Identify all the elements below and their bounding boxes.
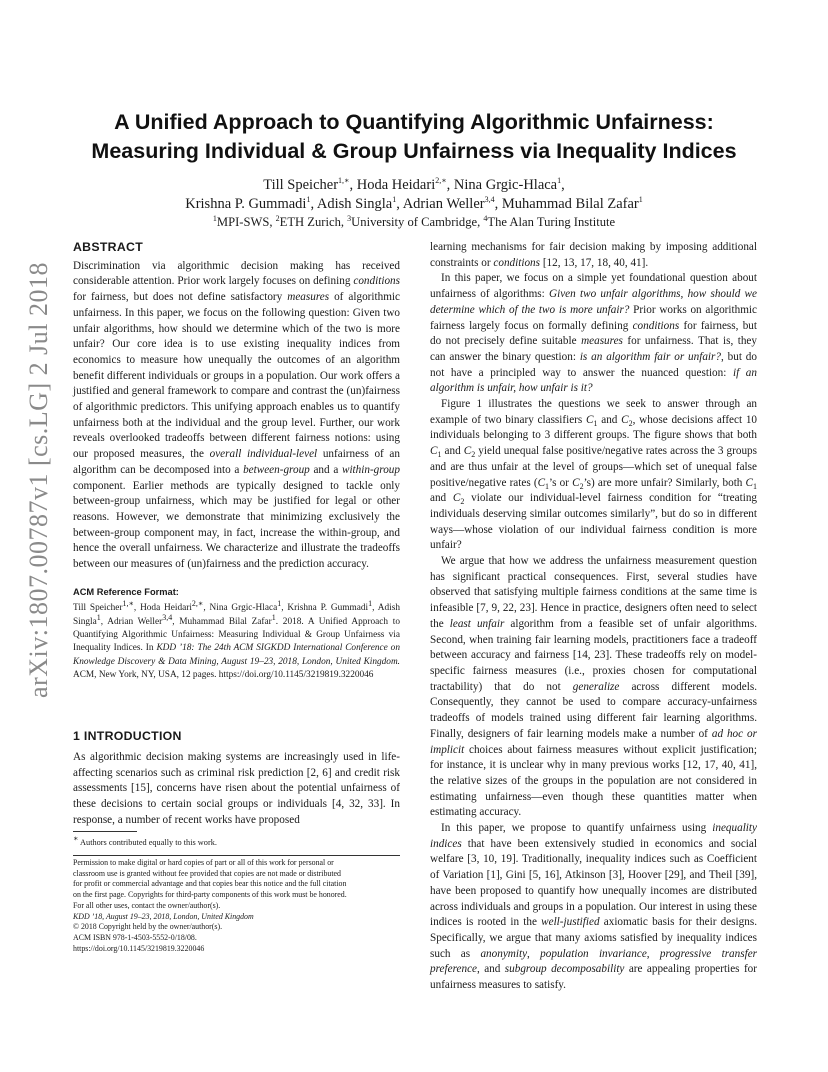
affiliations bbox=[70, 214, 758, 230]
text-run: across different models. Consequently, they cannot be used to compare accuracy-unfairness tradeoffs of models trained using different fair learning algorithms. Finally, designers of fair learning models make a number of bbox=[430, 680, 757, 740]
math-var: C bbox=[745, 476, 754, 489]
text-run: for fairness, but do not precisely define suitable bbox=[430, 319, 758, 348]
author-sep: , bbox=[349, 177, 357, 193]
math-sub: 1 bbox=[593, 418, 598, 428]
title-line-2: Measuring Individual & Group Unfairness via Inequality Indices bbox=[91, 139, 737, 163]
author-mark: 2,∗ bbox=[435, 176, 447, 186]
ref-run: ACM, New York, NY, USA, 12 pages. https://doi.org/10.1145/3219819.3220046 bbox=[73, 669, 374, 680]
emphasis: Given two unfair algorithms, how should we determine which of the two is more unfair? bbox=[430, 288, 757, 316]
text-run: [12, 13, 17, 18, 40, 41]. bbox=[540, 256, 649, 269]
author-sep: , bbox=[446, 177, 454, 193]
text-run: and bbox=[597, 413, 622, 426]
author-line-1 bbox=[70, 176, 758, 195]
emphasis: if an algorithm is unfair, how unfair is it? bbox=[430, 366, 757, 395]
author-name: Adrian Weller bbox=[402, 196, 485, 212]
author-name: Till Speicher bbox=[263, 177, 339, 193]
abstract-text bbox=[73, 259, 400, 573]
intro-paragraph-3 bbox=[430, 554, 757, 821]
text-run: In this paper, we focus on a simple yet foundational question about unfairness of algorithms: bbox=[430, 272, 757, 301]
text-run: axiomatic basis for their designs. Specifically, we argue that many axioms satisfied by inequality indices such as bbox=[430, 916, 757, 960]
author-mark: 1,∗ bbox=[338, 176, 350, 186]
affil-mark: 3 bbox=[347, 213, 352, 223]
math-var: C bbox=[586, 413, 594, 426]
author-name: Nina Grgic-Hlaca bbox=[453, 177, 558, 193]
author-mark: 1 bbox=[306, 195, 311, 205]
arxiv-stamp-text: arXiv:1807.00787v1 [cs.LG] 2 Jul 2018 bbox=[23, 262, 53, 698]
abstract-run: unfairness of an algorithm can be decomposed into a bbox=[73, 448, 400, 476]
permission-notice bbox=[73, 858, 400, 954]
emphasis: well-justified bbox=[541, 916, 600, 929]
permission-line: on the first page. Copyrights for third-party components of this work must be honored. bbox=[73, 890, 347, 900]
text-run: We argue that how we address the unfairness measurement question has significant practical consequences. First, several studies have observed that satisfying multiple fairness conditions at the same time is infeasible [7, 9, 22, 23]. Hence in practice, designers often need to select the bbox=[430, 555, 757, 630]
text-run: yield unequal false positive/negative rates across the 3 groups and are thus unfair at the level of groups—which set of unequal false positive/negative rates ( bbox=[430, 445, 757, 489]
footnote bbox=[73, 834, 400, 848]
math-var: C bbox=[537, 476, 546, 489]
emphasis: generalize bbox=[572, 680, 620, 693]
paper-title bbox=[70, 108, 758, 166]
emphasis: subgroup decomposability bbox=[504, 963, 625, 976]
emphasis: is an algorithm fair or unfair? bbox=[579, 350, 721, 363]
ref-mark: 1 bbox=[368, 599, 373, 609]
math-var: C bbox=[572, 476, 580, 489]
author-list bbox=[70, 176, 758, 214]
acm-reference-heading: ACM Reference Format: bbox=[73, 586, 179, 597]
affil-name: The Alan Turing Institute bbox=[487, 215, 616, 229]
text-run: ’s or bbox=[549, 476, 573, 489]
abstract-emphasis: within-group bbox=[341, 463, 400, 476]
author-name: Muhammad Bilal Zafar bbox=[501, 196, 639, 212]
text-run: and bbox=[441, 445, 464, 458]
abstract-run: for fairness, but does not define satisfactory bbox=[73, 291, 288, 304]
math-sub: 1 bbox=[437, 450, 442, 460]
text-run: that have been extensively studied in economics and social welfare [3, 10, 19]. Traditionally, inequality indices such as Coefficient of Variation [1], Gini [5, 16], Atkinson [3], Hoover [29], and Theil [39], have been proposed to quantify how unequally incomes are distributed across individuals and groups in a population. Our interest in using these indices is rooted in the bbox=[430, 837, 757, 929]
emphasis: anonymity bbox=[480, 947, 528, 960]
ref-run: , Nina Grgic-Hlaca bbox=[203, 603, 278, 614]
author-mark: 1 bbox=[392, 195, 397, 205]
emphasis: conditions bbox=[493, 256, 541, 269]
abstract-run: Discrimination via algorithmic decision making has received considerable attention. Prior work largely focuses on defining bbox=[73, 259, 400, 288]
text-run: , bbox=[646, 947, 660, 960]
intro-paragraph-0 bbox=[430, 240, 757, 271]
isbn-line: ACM ISBN 978-1-4503-5552-0/18/08. bbox=[73, 932, 197, 942]
text-run: algorithm from a feasible set of unfair algorithms. Second, when training fair learning models, practitioners face a tradeoff between accuracy and fairness [14, 23]. These tradeoffs rely on model-specific fairness measures (i.e., proxies chosen for computational tractability) that do not bbox=[430, 617, 758, 693]
author-mark: 1 bbox=[638, 195, 643, 205]
text-run: ’s) are more unfair? Similarly, both bbox=[583, 476, 746, 489]
math-sub: 1 bbox=[753, 481, 758, 491]
math-var: C bbox=[452, 492, 461, 505]
emphasis: ad hoc or implicit bbox=[430, 727, 757, 756]
affil-name: MPI-SWS bbox=[216, 215, 270, 229]
text-run: are appealing properties for unfairness measures to satisfy. bbox=[430, 963, 757, 992]
affil-name: University of Cambridge bbox=[351, 215, 478, 229]
abstract-emphasis: between-group bbox=[243, 463, 310, 476]
copyright-line: © 2018 Copyright held by the owner/author(s). bbox=[73, 922, 223, 932]
conference-line: KDD ’18, August 19–23, 2018, London, United Kingdom bbox=[73, 911, 254, 921]
text-run: learning mechanisms for fair decision making by imposing additional constraints or bbox=[430, 241, 757, 269]
emphasis: inequality indices bbox=[430, 822, 757, 850]
ref-run: , Muhammad Bilal Zafar bbox=[172, 616, 272, 627]
text-run: , and bbox=[477, 963, 505, 976]
abstract-run: of algorithmic unfairness. In this paper, we focus on the following question: Given two unfair algorithms, how should we determine which of the two is more unfair? Our core idea is to use existing inequality indices from economics to measure how unequally the outcomes of an algorithm benefit different individuals or groups in a population. Our work offers a justified and general framework to compare and contrast the (un)fairness of algorithmic predictors. This unifying approach enables us to quantify unfairness both at the individual and the group level. Further, our work reveals overlooked tradeoffs between different fairness notions: using our proposed measures, the bbox=[73, 291, 400, 461]
text-run: for unfairness. That is, they can answer the binary question: bbox=[430, 335, 757, 363]
affil-mark: 2 bbox=[275, 213, 280, 223]
emphasis: progressive transfer preference bbox=[430, 947, 758, 976]
footnote-rule bbox=[73, 831, 137, 832]
affil-mark: 1 bbox=[212, 213, 217, 223]
ref-mark: 3,4 bbox=[162, 612, 173, 622]
affil-name: ETH Zurich bbox=[279, 215, 341, 229]
ref-venue: KDD ’18: The 24th ACM SIGKDD International Conference on Knowledge Discovery & Data Mining, August 19–23, 2018, London, United Kingdom. bbox=[73, 643, 400, 667]
affil-mark: 4 bbox=[483, 213, 488, 223]
ref-run: , Hoda Heidari bbox=[133, 603, 192, 614]
emphasis: least unfair bbox=[449, 617, 505, 630]
permission-line: classroom use is granted without fee provided that copies are not made or distributed bbox=[73, 868, 341, 878]
abstract-emphasis: overall individual-level bbox=[209, 448, 318, 461]
abstract-emphasis: conditions bbox=[353, 275, 400, 288]
intro-paragraph-4 bbox=[430, 821, 757, 994]
text-run: In this paper, we propose to quantify unfairness using bbox=[441, 822, 713, 835]
author-sep: , bbox=[494, 196, 502, 212]
text-run: Prior works on algorithmic fairness largely focus on formally defining bbox=[430, 303, 757, 332]
ref-run: , Adrian Weller bbox=[100, 616, 163, 627]
intro-paragraph-2 bbox=[430, 397, 757, 554]
author-sep: , bbox=[561, 177, 565, 193]
text-run: , whose decisions affect 10 individuals belonging to 3 different groups. The figure shows that both bbox=[430, 413, 758, 442]
footnote-text: Authors contributed equally to this work. bbox=[78, 838, 217, 847]
author-name: Hoda Heidari bbox=[356, 177, 436, 193]
ref-mark: 1 bbox=[96, 612, 101, 622]
text-run: , bbox=[527, 947, 541, 960]
math-sub: 2 bbox=[460, 497, 465, 507]
footnote-mark: ∗ bbox=[73, 834, 79, 844]
affil-sep: , bbox=[477, 215, 484, 229]
emphasis: conditions bbox=[632, 319, 680, 332]
permission-rule bbox=[73, 855, 400, 856]
math-var: C bbox=[430, 445, 438, 458]
arxiv-stamp bbox=[22, 200, 55, 760]
text-run: , but do not have a principled way to answer the nuanced question: bbox=[430, 350, 757, 379]
ref-mark: 1 bbox=[271, 612, 276, 622]
ref-mark: 2,∗ bbox=[191, 599, 204, 609]
author-mark: 1 bbox=[557, 176, 562, 186]
affil-sep: , bbox=[269, 215, 276, 229]
author-mark: 3,4 bbox=[484, 195, 495, 205]
right-column bbox=[430, 240, 757, 994]
acm-reference-text bbox=[73, 599, 400, 682]
text-run: choices about fairness measures without explicit justification; for instance, it is unclear why in many previous works [12, 17, 40, 41], the relative sizes of the groups in the population are not considered in estimating unfairness—even though these quantities matter when estimating accuracy. bbox=[430, 743, 757, 819]
doi-line: https://doi.org/10.1145/3219819.3220046 bbox=[73, 943, 205, 953]
author-name: Adish Singla bbox=[316, 196, 393, 212]
abstract-heading: ABSTRACT bbox=[73, 240, 144, 254]
text-run: Figure 1 illustrates the questions we seek to answer through an example of two binary classifiers bbox=[430, 398, 757, 426]
emphasis: measures bbox=[581, 335, 623, 348]
author-name: Krishna P. Gummadi bbox=[185, 196, 307, 212]
author-sep: , bbox=[396, 196, 403, 212]
emphasis: population invariance bbox=[540, 947, 647, 960]
permission-line: for profit or commercial advantage and that copies bear this notice and the full citation bbox=[73, 879, 347, 889]
math-sub: 1 bbox=[545, 481, 550, 491]
introduction-heading: 1 INTRODUCTION bbox=[73, 729, 182, 743]
math-sub: 2 bbox=[628, 418, 633, 428]
abstract-run: component. Earlier methods are typically designed to tackle only between-group unfairness, which may be justified for legal or other reasons. However, we demonstrate that minimizing exclusively the between-group component may, in fact, increase the within-group, and hence the overall unfairness. We characterize and illustrate the tradeoffs between our measures of (un)fairness and the prediction accuracy. bbox=[73, 479, 400, 571]
affil-sep: , bbox=[340, 215, 348, 229]
intro-paragraph-1 bbox=[430, 271, 757, 397]
author-sep: , bbox=[310, 196, 317, 212]
introduction-text: As algorithmic decision making systems are increasingly used in life-affecting scenarios such as criminal risk prediction [2, 6] and credit risk assessments [15], concerns have risen about the potential unfairness of these decisions to certain social groups or individuals [4, 32, 33]. In response, a number of recent works have proposed bbox=[73, 751, 400, 826]
permission-line: Permission to make digital or hard copies of part or all of this work for personal or bbox=[73, 858, 334, 867]
permission-line: For all other uses, contact the owner/author(s). bbox=[73, 900, 221, 910]
ref-mark: 1,∗ bbox=[122, 599, 134, 609]
ref-run: , Adish Singla bbox=[73, 603, 400, 627]
author-line-2 bbox=[70, 195, 758, 214]
ref-mark: 1 bbox=[277, 599, 282, 609]
math-var: C bbox=[463, 445, 472, 458]
left-column bbox=[73, 240, 400, 682]
ref-run: , Krishna P. Gummadi bbox=[281, 603, 369, 614]
math-var: C bbox=[621, 413, 629, 426]
ref-run: Till Speicher bbox=[73, 603, 123, 614]
text-run: violate our individual-level fairness condition for “treating individuals deserving similar outcomes similarly”, but do so in different ways—whose violation of our individual fairness condition is more unfair? bbox=[430, 492, 758, 552]
title-line-1: A Unified Approach to Quantifying Algorithmic Unfairness: bbox=[114, 110, 714, 134]
text-run: and bbox=[430, 492, 453, 505]
math-sub: 2 bbox=[579, 481, 584, 491]
math-sub: 2 bbox=[471, 450, 476, 460]
abstract-emphasis: measures bbox=[287, 291, 330, 304]
ref-run: . 2018. A Unified Approach to Quantifying Algorithmic Unfairness: Measuring Individual & Group Unfairness via Inequality Indices. In bbox=[73, 616, 400, 654]
abstract-run: and a bbox=[309, 463, 342, 476]
